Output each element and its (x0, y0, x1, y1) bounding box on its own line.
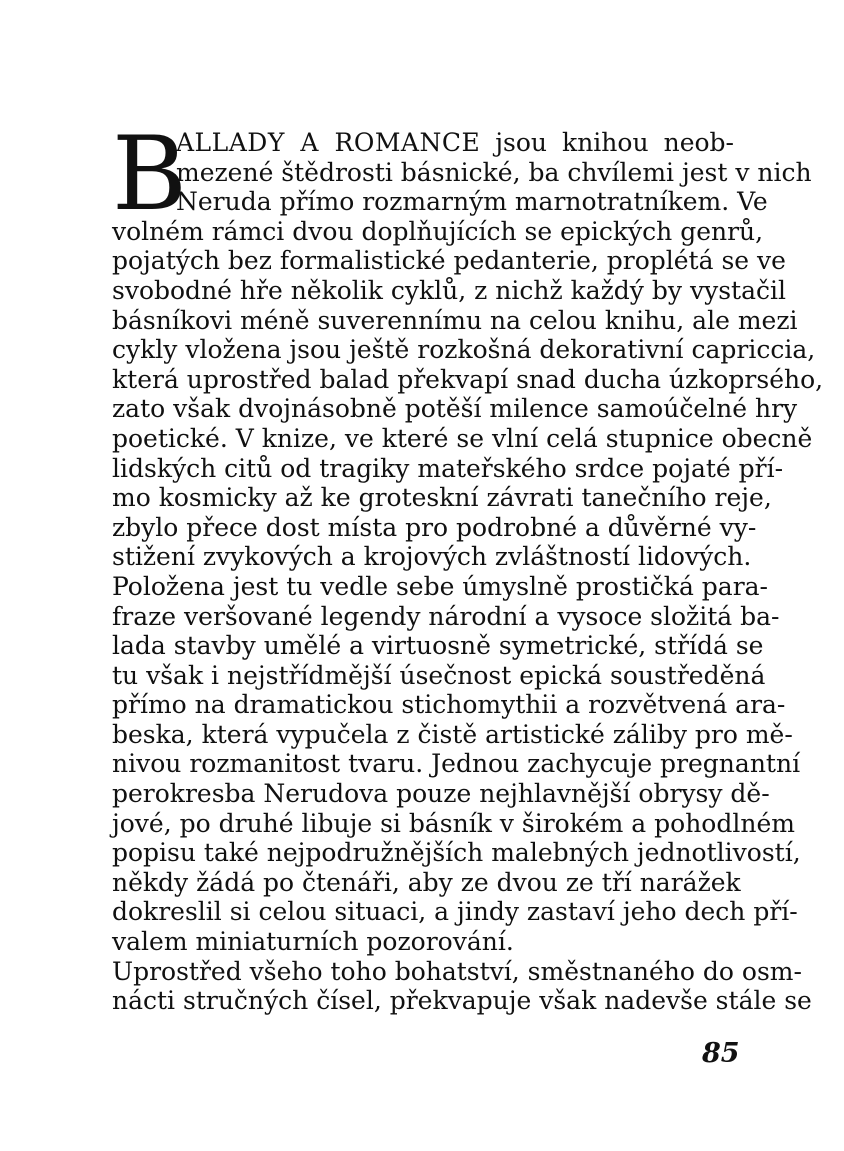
text-line-23: perokresba Nerudova pouze nejhlavnější obrysy dě- (112, 779, 770, 809)
body-text (112, 128, 824, 1016)
text-line-5: pojatých bez formalistické pedanterie, proplétá se ve (112, 246, 786, 276)
text-line-28: valem miniaturních pozorování. (112, 927, 514, 957)
text-line-8: cykly vložena jsou ještě rozkošná dekorativní capriccia, (112, 335, 816, 365)
text-line-22: nivou rozmanitost tvaru. Jednou zachycuje pregnantní (112, 749, 801, 779)
text-line-12: lidských citů od tragiky mateřského srdce pojaté pří- (112, 453, 784, 483)
text-line-1 (112, 128, 734, 158)
text-line-19: tu však i nejstřídmější úsečnost epická soustředěná (112, 660, 766, 690)
text-line-1-rest: jsou knihou neob- (480, 128, 734, 157)
text-line-2: mezené štědrosti básnické, ba chvílemi jest v nich (176, 157, 812, 187)
text-line-7: básníkovi méně suverennímu na celou knihu, ale mezi (112, 305, 798, 335)
page-number: 85 (702, 1038, 740, 1069)
text-line-13: mo kosmicky až ke groteskní závrati tanečního reje, (112, 483, 772, 513)
text-line-30: nácti stručných čísel, překvapuje však nadevše stále se (112, 986, 812, 1016)
text-line-24: jové, po druhé libuje si básník v širokém a pohodlném (112, 808, 795, 838)
text-line-10: zato však dvojnásobně potěší milence samoúčelné hry (112, 394, 798, 424)
text-line-6: svobodné hře několik cyklů, z nichž každý by vystačil (112, 275, 786, 305)
text-line-3: Neruda přímo rozmarným marnotratníkem. Ve (176, 187, 768, 217)
text-line-27: dokreslil si celou situaci, a jindy zastaví jeho dech pří- (112, 897, 798, 927)
text-line-26: někdy žádá po čtenáři, aby ze dvou ze tří narážek (112, 867, 741, 897)
text-line-18: lada stavby umělé a virtuosně symetrické, střídá se (112, 631, 764, 661)
text-line-15: stižení zvykových a krojových zvláštností lidových. (112, 542, 752, 572)
text-line-14: zbylo přece dost místa pro podrobné a důvěrné vy- (112, 512, 757, 542)
text-line-25: popisu také nejpodružnějších malebných jednotlivostí, (112, 838, 801, 868)
text-line-29: Uprostřed všeho toho bohatství, směstnaného do osm- (112, 956, 802, 986)
text-line-9: která uprostřed balad překvapí snad ducha úzkoprsého, (112, 364, 824, 394)
text-line-21: beska, která vypučela z čistě artistické záliby pro mě- (112, 719, 793, 749)
drop-cap-initial: B (112, 115, 187, 234)
text-line-20: přímo na dramatickou stichomythii a rozvětvená ara- (112, 690, 786, 720)
text-line-11: poetické. V knize, ve které se vlní celá stupnice obecně (112, 423, 813, 453)
text-line-16: Položena jest tu vedle sebe úmyslně prostičká para- (112, 571, 769, 601)
text-line-17: fraze veršované legendy národní a vysoce složitá ba- (112, 601, 780, 631)
text-line-4: volném rámci dvou doplňujících se epických genrů, (112, 216, 764, 246)
heading-smallcaps: ALLADY A ROMANCE (176, 128, 481, 157)
